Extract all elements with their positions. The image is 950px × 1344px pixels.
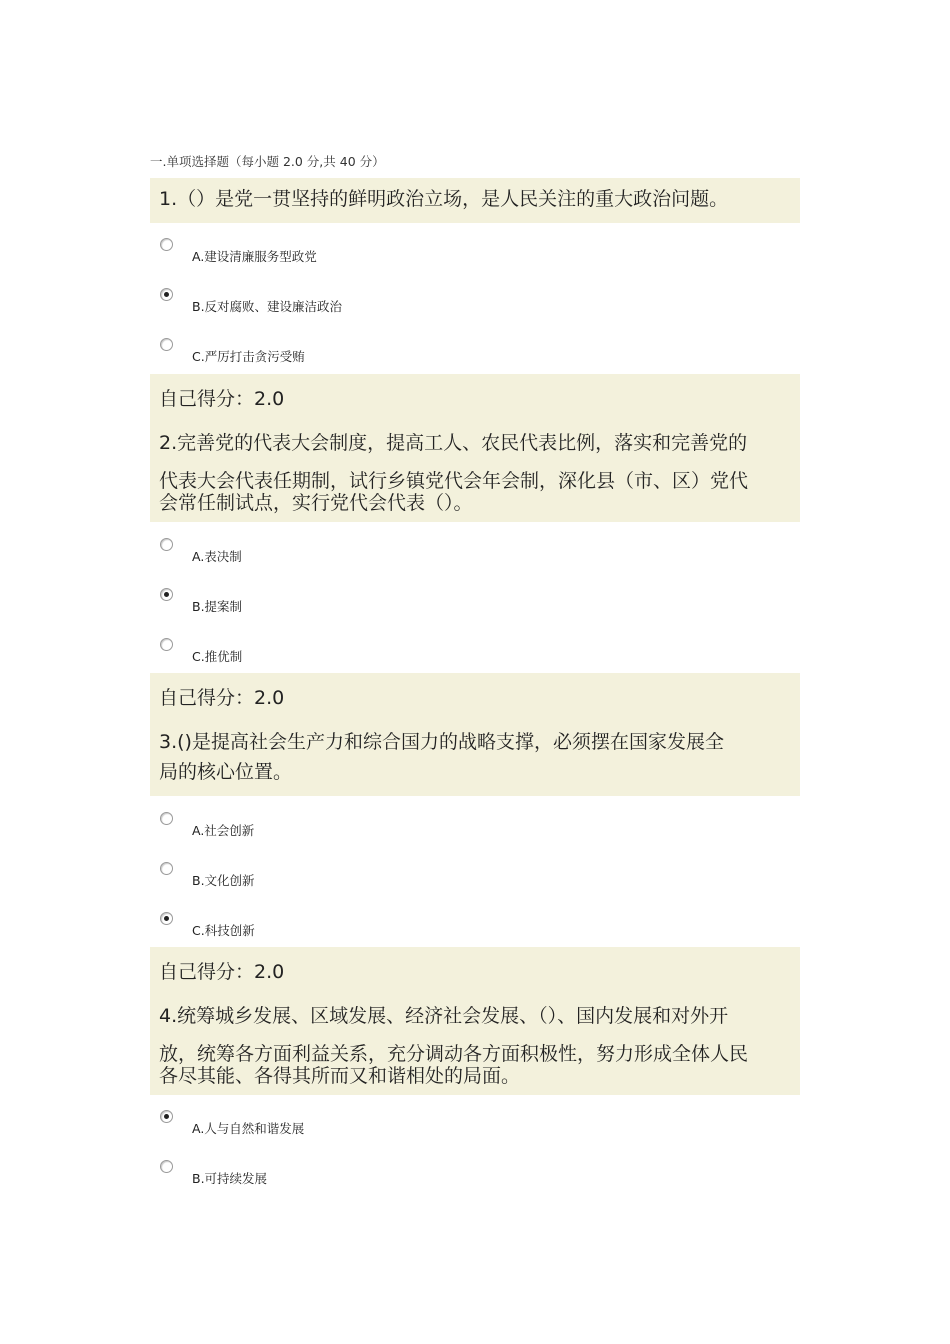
radio-button[interactable] — [160, 1160, 173, 1173]
question-1-option-a[interactable] — [160, 238, 560, 268]
question-2-score: 自己得分：2.0 — [150, 673, 800, 723]
option-label: A.表决制 — [192, 549, 242, 564]
question-4-line-3: 各尽其能、各得其所而又和谐相处的局面。 — [159, 1065, 521, 1087]
question-2-option-b[interactable] — [160, 588, 560, 618]
question-3-score: 自己得分：2.0 — [150, 947, 800, 997]
question-3-option-b[interactable] — [160, 862, 560, 892]
question-2-line-2: 代表大会代表任期制，试行乡镇党代会年会制，深化县（市、区）党代 — [159, 470, 749, 492]
option-label: C.科技创新 — [192, 923, 255, 938]
option-label: A.人与自然和谐发展 — [192, 1121, 305, 1136]
radio-button[interactable] — [160, 538, 173, 551]
question-3-line-1: 3.()是提高社会生产力和综合国力的战略支撑，必须摆在国家发展全 — [159, 731, 724, 753]
option-label: B.文化创新 — [192, 873, 255, 888]
option-label: B.反对腐败、建设廉洁政治 — [192, 299, 343, 314]
radio-button-checked[interactable] — [160, 288, 173, 301]
question-1-line-1: 1.（）是党一贯坚持的鲜明政治立场，是人民关注的重大政治问题。 — [159, 188, 729, 210]
question-2 — [150, 424, 800, 522]
question-1-score: 自己得分：2.0 — [150, 374, 800, 424]
option-label: A.建设清廉服务型政党 — [192, 249, 317, 264]
radio-button[interactable] — [160, 238, 173, 251]
question-2-line-3: 会常任制试点，实行党代会代表（）。 — [159, 492, 473, 514]
question-1-option-c[interactable] — [160, 338, 560, 368]
question-2-option-a[interactable] — [160, 538, 560, 568]
radio-button-checked[interactable] — [160, 912, 173, 925]
radio-button-checked[interactable] — [160, 1110, 173, 1123]
radio-button[interactable] — [160, 638, 173, 651]
option-label: B.可持续发展 — [192, 1171, 268, 1186]
radio-button[interactable] — [160, 862, 173, 875]
question-1 — [150, 178, 800, 223]
question-4-option-b[interactable] — [160, 1160, 560, 1190]
section-title: 一.单项选择题（每小题 2.0 分,共 40 分） — [150, 154, 385, 169]
radio-button[interactable] — [160, 812, 173, 825]
option-label: C.推优制 — [192, 649, 243, 664]
question-1-option-b[interactable] — [160, 288, 560, 318]
radio-button[interactable] — [160, 338, 173, 351]
option-label: C.严厉打击贪污受贿 — [192, 349, 305, 364]
radio-button-checked[interactable] — [160, 588, 173, 601]
question-2-line-1: 2.完善党的代表大会制度，提高工人、农民代表比例，落实和完善党的 — [159, 432, 748, 454]
question-2-option-c[interactable] — [160, 638, 560, 668]
question-3 — [150, 723, 800, 796]
option-label: B.提案制 — [192, 599, 243, 614]
question-4 — [150, 997, 800, 1095]
question-4-line-2: 放，统筹各方面利益关系，充分调动各方面积极性，努力形成全体人民 — [159, 1043, 749, 1065]
question-3-line-2: 局的核心位置。 — [159, 761, 293, 783]
option-label: A.社会创新 — [192, 823, 255, 838]
question-3-option-a[interactable] — [160, 812, 560, 842]
question-4-option-a[interactable] — [160, 1110, 560, 1140]
question-4-line-1: 4.统筹城乡发展、区域发展、经济社会发展、（）、国内发展和对外开 — [159, 1005, 729, 1027]
question-3-option-c[interactable] — [160, 912, 560, 942]
